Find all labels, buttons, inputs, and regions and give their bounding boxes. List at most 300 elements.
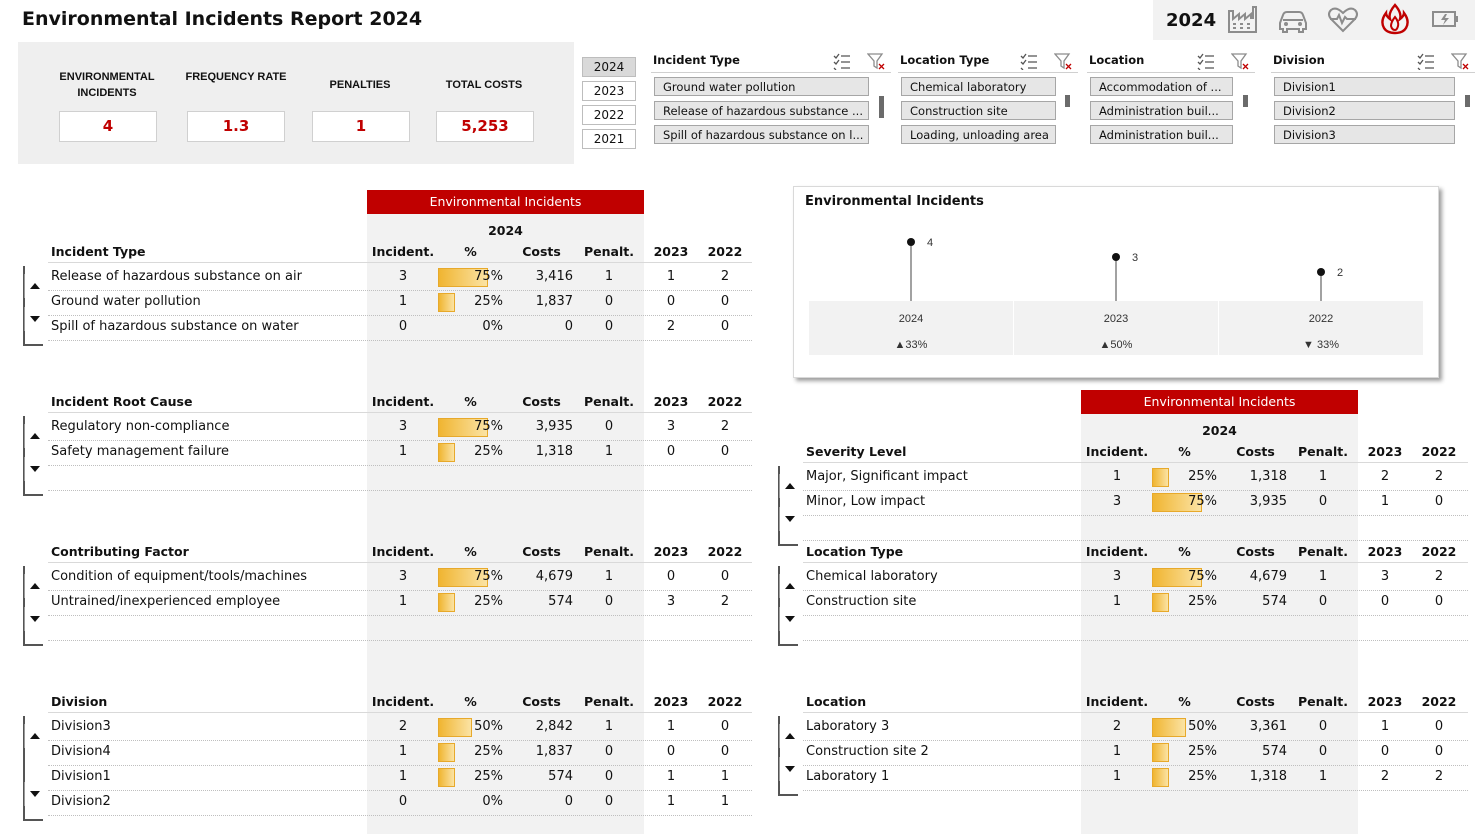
cell-costs: 4,679 xyxy=(1249,569,1287,584)
row-label: Division1 xyxy=(51,769,111,784)
scroll-up-button[interactable] xyxy=(779,474,800,498)
arrow-down-icon xyxy=(30,616,40,622)
year-slicer-2022[interactable]: 2022 xyxy=(582,105,636,125)
scroll-up-button[interactable] xyxy=(779,574,800,598)
cell-pct: 25% xyxy=(474,769,503,784)
column-header: Costs xyxy=(1236,544,1275,559)
cell-inc: 1 xyxy=(1112,594,1122,609)
column-header: Costs xyxy=(522,394,561,409)
cell-inc: 3 xyxy=(398,269,408,284)
slicer-item[interactable]: Accommodation of ... xyxy=(1090,77,1233,96)
cell-y23: 3 xyxy=(666,419,676,434)
row-divider xyxy=(48,640,752,641)
row-divider xyxy=(803,790,1468,791)
cell-pen: 1 xyxy=(1318,569,1328,584)
column-header: 2022 xyxy=(707,394,743,409)
cell-costs: 1,837 xyxy=(535,294,573,309)
row-divider xyxy=(803,640,1468,641)
cell-y22: 2 xyxy=(720,269,730,284)
left-table-title: Environmental Incidents xyxy=(367,190,644,214)
scroll-up-button[interactable] xyxy=(24,424,45,448)
row-divider xyxy=(48,490,752,491)
cell-y23: 1 xyxy=(666,719,676,734)
cell-y22: 0 xyxy=(720,444,730,459)
cell-y23: 0 xyxy=(666,569,676,584)
cell-pen: 0 xyxy=(1318,744,1328,759)
cell-costs: 1,318 xyxy=(1249,769,1287,784)
cell-inc: 3 xyxy=(398,419,408,434)
scroll-down-button[interactable] xyxy=(779,757,800,781)
row-label: Condition of equipment/tools/machines xyxy=(51,569,307,584)
cell-pct: 0% xyxy=(482,794,503,809)
slicer-item[interactable]: Chemical laboratory xyxy=(901,77,1056,96)
row-divider xyxy=(48,290,752,291)
scroll-down-button[interactable] xyxy=(24,307,45,331)
column-header: 2022 xyxy=(707,694,743,709)
cell-pen: 0 xyxy=(604,794,614,809)
cell-pct: 50% xyxy=(1188,719,1217,734)
column-header: Costs xyxy=(522,694,561,709)
row-divider xyxy=(803,765,1468,766)
cell-pct: 75% xyxy=(1188,569,1217,584)
cell-costs: 0 xyxy=(564,319,573,334)
cell-costs: 0 xyxy=(564,794,573,809)
header-divider xyxy=(48,712,752,713)
kpi-label-costs: TOTAL COSTS xyxy=(445,79,523,91)
cell-pen: 1 xyxy=(1318,769,1328,784)
clear-filter-icon[interactable] xyxy=(867,52,885,70)
right-section-title: Location xyxy=(806,694,867,709)
column-header: % xyxy=(1178,544,1191,559)
cell-pct: 50% xyxy=(474,719,503,734)
car-icon[interactable] xyxy=(1276,3,1310,35)
cell-pct: 25% xyxy=(474,444,503,459)
cell-costs: 574 xyxy=(1262,744,1287,759)
cell-inc: 1 xyxy=(1112,769,1122,784)
cell-inc: 3 xyxy=(1112,494,1122,509)
slicer-item[interactable]: Construction site xyxy=(901,101,1056,120)
selected-year: 2024 xyxy=(1166,10,1217,31)
column-header: 2022 xyxy=(707,544,743,559)
chart-title: Environmental Incidents xyxy=(805,194,984,209)
row-divider xyxy=(48,815,752,816)
right-section-title: Location Type xyxy=(806,544,904,559)
column-header: 2022 xyxy=(1421,444,1457,459)
cell-y23: 2 xyxy=(1380,469,1390,484)
cell-y22: 0 xyxy=(720,569,730,584)
arrow-up-icon xyxy=(785,733,795,739)
cell-costs: 3,361 xyxy=(1249,719,1287,734)
cell-y23: 1 xyxy=(1380,494,1390,509)
arrow-up-icon xyxy=(30,283,40,289)
cell-pen: 1 xyxy=(604,569,614,584)
cell-y23: 2 xyxy=(1380,769,1390,784)
cell-y22: 0 xyxy=(1434,494,1444,509)
cell-pen: 1 xyxy=(604,719,614,734)
fire-icon[interactable] xyxy=(1378,3,1412,35)
arrow-up-icon xyxy=(30,733,40,739)
header-divider xyxy=(803,562,1468,563)
cell-pct: 0% xyxy=(482,319,503,334)
column-header: Penalt. xyxy=(1298,444,1348,459)
multi-select-icon[interactable] xyxy=(833,52,851,70)
column-header: Incident. xyxy=(371,244,435,259)
row-divider xyxy=(48,440,752,441)
chart-category-label: 2022 xyxy=(1308,313,1334,325)
slicer-location-type xyxy=(898,48,1078,148)
scroll-up-button[interactable] xyxy=(24,274,45,298)
header-divider xyxy=(48,412,752,413)
row-label: Division2 xyxy=(51,794,111,809)
header-divider xyxy=(803,712,1468,713)
slicer-title: Division xyxy=(1273,53,1325,67)
row-divider xyxy=(48,315,752,316)
row-divider xyxy=(803,540,1468,541)
column-header: 2023 xyxy=(653,694,689,709)
cell-costs: 1,318 xyxy=(535,444,573,459)
slicer-header xyxy=(1271,48,1475,73)
cell-inc: 2 xyxy=(398,719,408,734)
scroll-up-button[interactable] xyxy=(24,724,45,748)
arrow-up-icon xyxy=(785,483,795,489)
column-header: % xyxy=(464,694,477,709)
row-divider xyxy=(48,340,752,341)
slicer-location xyxy=(1087,48,1255,148)
year-slicer-2024[interactable]: 2024 xyxy=(582,57,636,77)
cell-pen: 0 xyxy=(604,294,614,309)
cell-costs: 3,935 xyxy=(535,419,573,434)
cell-pen: 0 xyxy=(604,319,614,334)
slicer-scrollbar[interactable] xyxy=(1065,95,1070,107)
slicer-item[interactable]: Loading, unloading area xyxy=(901,125,1056,144)
cell-pct: 25% xyxy=(1188,594,1217,609)
slicer-scrollbar[interactable] xyxy=(879,96,884,118)
slicer-item[interactable]: Division2 xyxy=(1274,101,1455,120)
battery-icon[interactable] xyxy=(1428,3,1462,35)
chart-category-label: 2024 xyxy=(898,313,924,325)
slicer-item[interactable]: Administration buil... xyxy=(1090,101,1233,120)
row-label: Ground water pollution xyxy=(51,294,201,309)
column-header: Incident. xyxy=(371,544,435,559)
cell-y22: 2 xyxy=(1434,769,1444,784)
cell-costs: 1,318 xyxy=(1249,469,1287,484)
column-header: Costs xyxy=(522,244,561,259)
column-header: Incident. xyxy=(371,694,435,709)
column-header: Penalt. xyxy=(584,544,634,559)
arrow-up-icon xyxy=(30,433,40,439)
cell-y23: 2 xyxy=(666,319,676,334)
cell-costs: 3,416 xyxy=(535,269,573,284)
cell-y23: 0 xyxy=(666,444,676,459)
clear-filter-icon[interactable] xyxy=(1451,52,1469,70)
slicer-header xyxy=(1087,48,1255,73)
cell-y22: 0 xyxy=(720,294,730,309)
arrow-down-icon xyxy=(785,766,795,772)
row-divider xyxy=(803,615,1468,616)
column-header: % xyxy=(464,394,477,409)
row-divider xyxy=(48,615,752,616)
column-header: 2023 xyxy=(1367,694,1403,709)
row-divider xyxy=(803,515,1468,516)
cell-pct: 25% xyxy=(474,744,503,759)
year-slicer-2021[interactable]: 2021 xyxy=(582,129,636,149)
cell-y22: 2 xyxy=(1434,569,1444,584)
page-title: Environmental Incidents Report 2024 xyxy=(22,8,423,30)
scroll-down-button[interactable] xyxy=(24,607,45,631)
row-divider xyxy=(803,490,1468,491)
slicer-incident-type xyxy=(651,48,891,148)
cell-y23: 0 xyxy=(1380,594,1390,609)
cell-y22: 2 xyxy=(720,594,730,609)
chart-value-label: 4 xyxy=(927,237,934,249)
scroll-up-button[interactable] xyxy=(24,574,45,598)
cell-inc: 3 xyxy=(398,569,408,584)
left-section-title: Contributing Factor xyxy=(51,544,189,559)
clear-filter-icon[interactable] xyxy=(1054,52,1072,70)
cell-pen: 0 xyxy=(604,744,614,759)
column-header: % xyxy=(464,544,477,559)
column-header: Incident. xyxy=(371,394,435,409)
right-section-title: Severity Level xyxy=(806,444,907,459)
cell-y22: 0 xyxy=(1434,719,1444,734)
column-header: Penalt. xyxy=(584,694,634,709)
cell-y22: 0 xyxy=(1434,594,1444,609)
row-divider xyxy=(48,740,752,741)
slicer-item[interactable]: Division3 xyxy=(1274,125,1455,144)
row-label: Major, Significant impact xyxy=(806,469,968,484)
column-header: % xyxy=(464,244,477,259)
cell-costs: 2,842 xyxy=(535,719,573,734)
kpi-value-frequency: 1.3 xyxy=(187,111,285,142)
cell-inc: 1 xyxy=(398,744,408,759)
column-header: Penalt. xyxy=(584,394,634,409)
cell-costs: 1,837 xyxy=(535,744,573,759)
row-label: Minor, Low impact xyxy=(806,494,926,509)
right-table-year: 2024 xyxy=(1202,423,1237,438)
cell-y22: 0 xyxy=(720,744,730,759)
cell-pct: 75% xyxy=(474,569,503,584)
column-header: Penalt. xyxy=(584,244,634,259)
cell-y23: 0 xyxy=(1380,744,1390,759)
column-header: 2022 xyxy=(707,244,743,259)
scroll-down-button[interactable] xyxy=(779,607,800,631)
chart-change-label: ▲33% xyxy=(894,339,928,351)
chart-point xyxy=(907,238,915,246)
row-divider xyxy=(803,590,1468,591)
cell-pen: 0 xyxy=(1318,719,1328,734)
kpi-panel xyxy=(18,42,574,164)
cell-pct: 75% xyxy=(474,269,503,284)
slicer-item[interactable]: Release of hazardous substance ... xyxy=(654,101,869,120)
cell-pct: 25% xyxy=(474,294,503,309)
cell-pct: 75% xyxy=(1188,494,1217,509)
cell-costs: 3,935 xyxy=(1249,494,1287,509)
column-header: 2023 xyxy=(1367,444,1403,459)
kpi-value-incidents: 4 xyxy=(59,111,157,142)
column-header: 2023 xyxy=(653,244,689,259)
chart-change-label: ▼ 33% xyxy=(1303,339,1339,351)
cell-inc: 1 xyxy=(1112,469,1122,484)
chart-category-label: 2023 xyxy=(1103,313,1129,325)
cell-pct: 25% xyxy=(1188,769,1217,784)
row-label: Laboratory 1 xyxy=(806,769,890,784)
heart-pulse-icon[interactable] xyxy=(1326,3,1360,35)
scroll-down-button[interactable] xyxy=(24,457,45,481)
kpi-value-penalties: 1 xyxy=(312,111,410,142)
slicer-title: Location Type xyxy=(900,53,990,67)
row-label: Chemical laboratory xyxy=(806,569,938,584)
cell-y22: 0 xyxy=(1434,744,1444,759)
cell-y23: 1 xyxy=(666,769,676,784)
column-header: 2022 xyxy=(1421,694,1457,709)
chart-value-label: 3 xyxy=(1132,252,1139,264)
slicer-item[interactable]: Administration buil... xyxy=(1090,125,1233,144)
cell-costs: 4,679 xyxy=(535,569,573,584)
cell-pen: 0 xyxy=(1318,494,1328,509)
scroll-up-button[interactable] xyxy=(779,724,800,748)
cell-inc: 1 xyxy=(398,294,408,309)
cell-y23: 3 xyxy=(666,594,676,609)
cell-y23: 1 xyxy=(1380,719,1390,734)
column-header: % xyxy=(1178,694,1191,709)
slicer-header xyxy=(651,48,891,73)
cell-inc: 1 xyxy=(1112,744,1122,759)
chart-value-label: 2 xyxy=(1337,267,1344,279)
left-section-title: Incident Root Cause xyxy=(51,394,193,409)
row-label: Release of hazardous substance on air xyxy=(51,269,302,284)
slicer-scrollbar[interactable] xyxy=(1243,95,1248,107)
cell-y23: 0 xyxy=(666,744,676,759)
chart-point xyxy=(1112,253,1120,261)
cell-pct: 25% xyxy=(1188,469,1217,484)
left-table-year: 2024 xyxy=(488,223,523,238)
left-section-title: Division xyxy=(51,694,108,709)
arrow-down-icon xyxy=(30,466,40,472)
row-divider xyxy=(48,465,752,466)
column-header: Incident. xyxy=(1085,694,1149,709)
cell-pen: 0 xyxy=(604,594,614,609)
row-divider xyxy=(48,765,752,766)
column-header: Incident. xyxy=(1085,444,1149,459)
multi-select-icon[interactable] xyxy=(1417,52,1435,70)
kpi-label-penalties: PENALTIES xyxy=(329,79,391,91)
column-header: 2022 xyxy=(1421,544,1457,559)
row-divider xyxy=(803,740,1468,741)
scroll-down-button[interactable] xyxy=(779,507,800,531)
cell-y23: 0 xyxy=(666,294,676,309)
slicer-division xyxy=(1271,48,1475,148)
arrow-down-icon xyxy=(30,316,40,322)
row-label: Regulatory non-compliance xyxy=(51,419,230,434)
cell-inc: 1 xyxy=(398,594,408,609)
cell-y22: 1 xyxy=(720,769,730,784)
cell-pct: 25% xyxy=(1188,744,1217,759)
header-divider xyxy=(48,562,752,563)
cell-y23: 1 xyxy=(666,794,676,809)
row-label: Division3 xyxy=(51,719,111,734)
cell-inc: 0 xyxy=(398,319,408,334)
row-label: Laboratory 3 xyxy=(806,719,890,734)
column-header: Costs xyxy=(1236,444,1275,459)
chart-point xyxy=(1317,268,1325,276)
cell-pct: 75% xyxy=(474,419,503,434)
row-divider xyxy=(48,790,752,791)
kpi-label-incidents: ENVIRONMENTAL INCIDENTS xyxy=(59,71,155,99)
row-label: Construction site 2 xyxy=(806,744,929,759)
arrow-down-icon xyxy=(30,791,40,797)
cell-inc: 2 xyxy=(1112,719,1122,734)
year-slicer-2023[interactable]: 2023 xyxy=(582,81,636,101)
slicer-item[interactable]: Spill of hazardous substance on l... xyxy=(654,125,869,144)
arrow-up-icon xyxy=(785,583,795,589)
column-header: 2023 xyxy=(1367,544,1403,559)
arrow-up-icon xyxy=(30,583,40,589)
cell-pen: 1 xyxy=(604,269,614,284)
chart-change-label: ▲50% xyxy=(1099,339,1133,351)
slicer-title: Location xyxy=(1089,53,1145,67)
arrow-down-icon xyxy=(785,616,795,622)
scroll-down-button[interactable] xyxy=(24,782,45,806)
cell-costs: 574 xyxy=(1262,594,1287,609)
cell-y23: 1 xyxy=(666,269,676,284)
row-label: Construction site xyxy=(806,594,917,609)
column-header: Incident. xyxy=(1085,544,1149,559)
cell-y23: 3 xyxy=(1380,569,1390,584)
kpi-label-frequency: FREQUENCY RATE xyxy=(185,71,287,83)
row-label: Division4 xyxy=(51,744,111,759)
slicer-item[interactable]: Division1 xyxy=(1274,77,1455,96)
multi-select-icon[interactable] xyxy=(1197,52,1215,70)
header-divider xyxy=(803,462,1468,463)
incidents-chart xyxy=(793,186,1439,378)
cell-inc: 0 xyxy=(398,794,408,809)
cell-y22: 2 xyxy=(720,419,730,434)
slicer-scrollbar[interactable] xyxy=(1465,95,1470,107)
cell-pct: 25% xyxy=(474,594,503,609)
right-table-title: Environmental Incidents xyxy=(1081,390,1358,414)
slicer-item[interactable]: Ground water pollution xyxy=(654,77,869,96)
cell-costs: 574 xyxy=(548,769,573,784)
cell-y22: 2 xyxy=(1434,469,1444,484)
cell-pen: 0 xyxy=(604,419,614,434)
cell-y22: 0 xyxy=(720,719,730,734)
cell-y22: 1 xyxy=(720,794,730,809)
cell-inc: 1 xyxy=(398,769,408,784)
cell-pen: 0 xyxy=(604,769,614,784)
cell-y22: 0 xyxy=(720,319,730,334)
column-header: Costs xyxy=(522,544,561,559)
slicer-header xyxy=(898,48,1078,73)
factory-icon[interactable] xyxy=(1226,3,1260,35)
row-label: Safety management failure xyxy=(51,444,229,459)
header-divider xyxy=(48,262,752,263)
clear-filter-icon[interactable] xyxy=(1231,52,1249,70)
chart-plot xyxy=(794,187,1438,377)
column-header: Penalt. xyxy=(1298,694,1348,709)
column-header: 2023 xyxy=(653,394,689,409)
multi-select-icon[interactable] xyxy=(1020,52,1038,70)
column-header: Penalt. xyxy=(1298,544,1348,559)
slicer-title: Incident Type xyxy=(653,53,740,67)
left-section-title: Incident Type xyxy=(51,244,146,259)
arrow-down-icon xyxy=(785,516,795,522)
kpi-value-costs: 5,253 xyxy=(436,111,534,142)
cell-inc: 1 xyxy=(398,444,408,459)
column-header: 2023 xyxy=(653,544,689,559)
row-label: Spill of hazardous substance on water xyxy=(51,319,299,334)
cell-pen: 1 xyxy=(1318,469,1328,484)
cell-inc: 3 xyxy=(1112,569,1122,584)
